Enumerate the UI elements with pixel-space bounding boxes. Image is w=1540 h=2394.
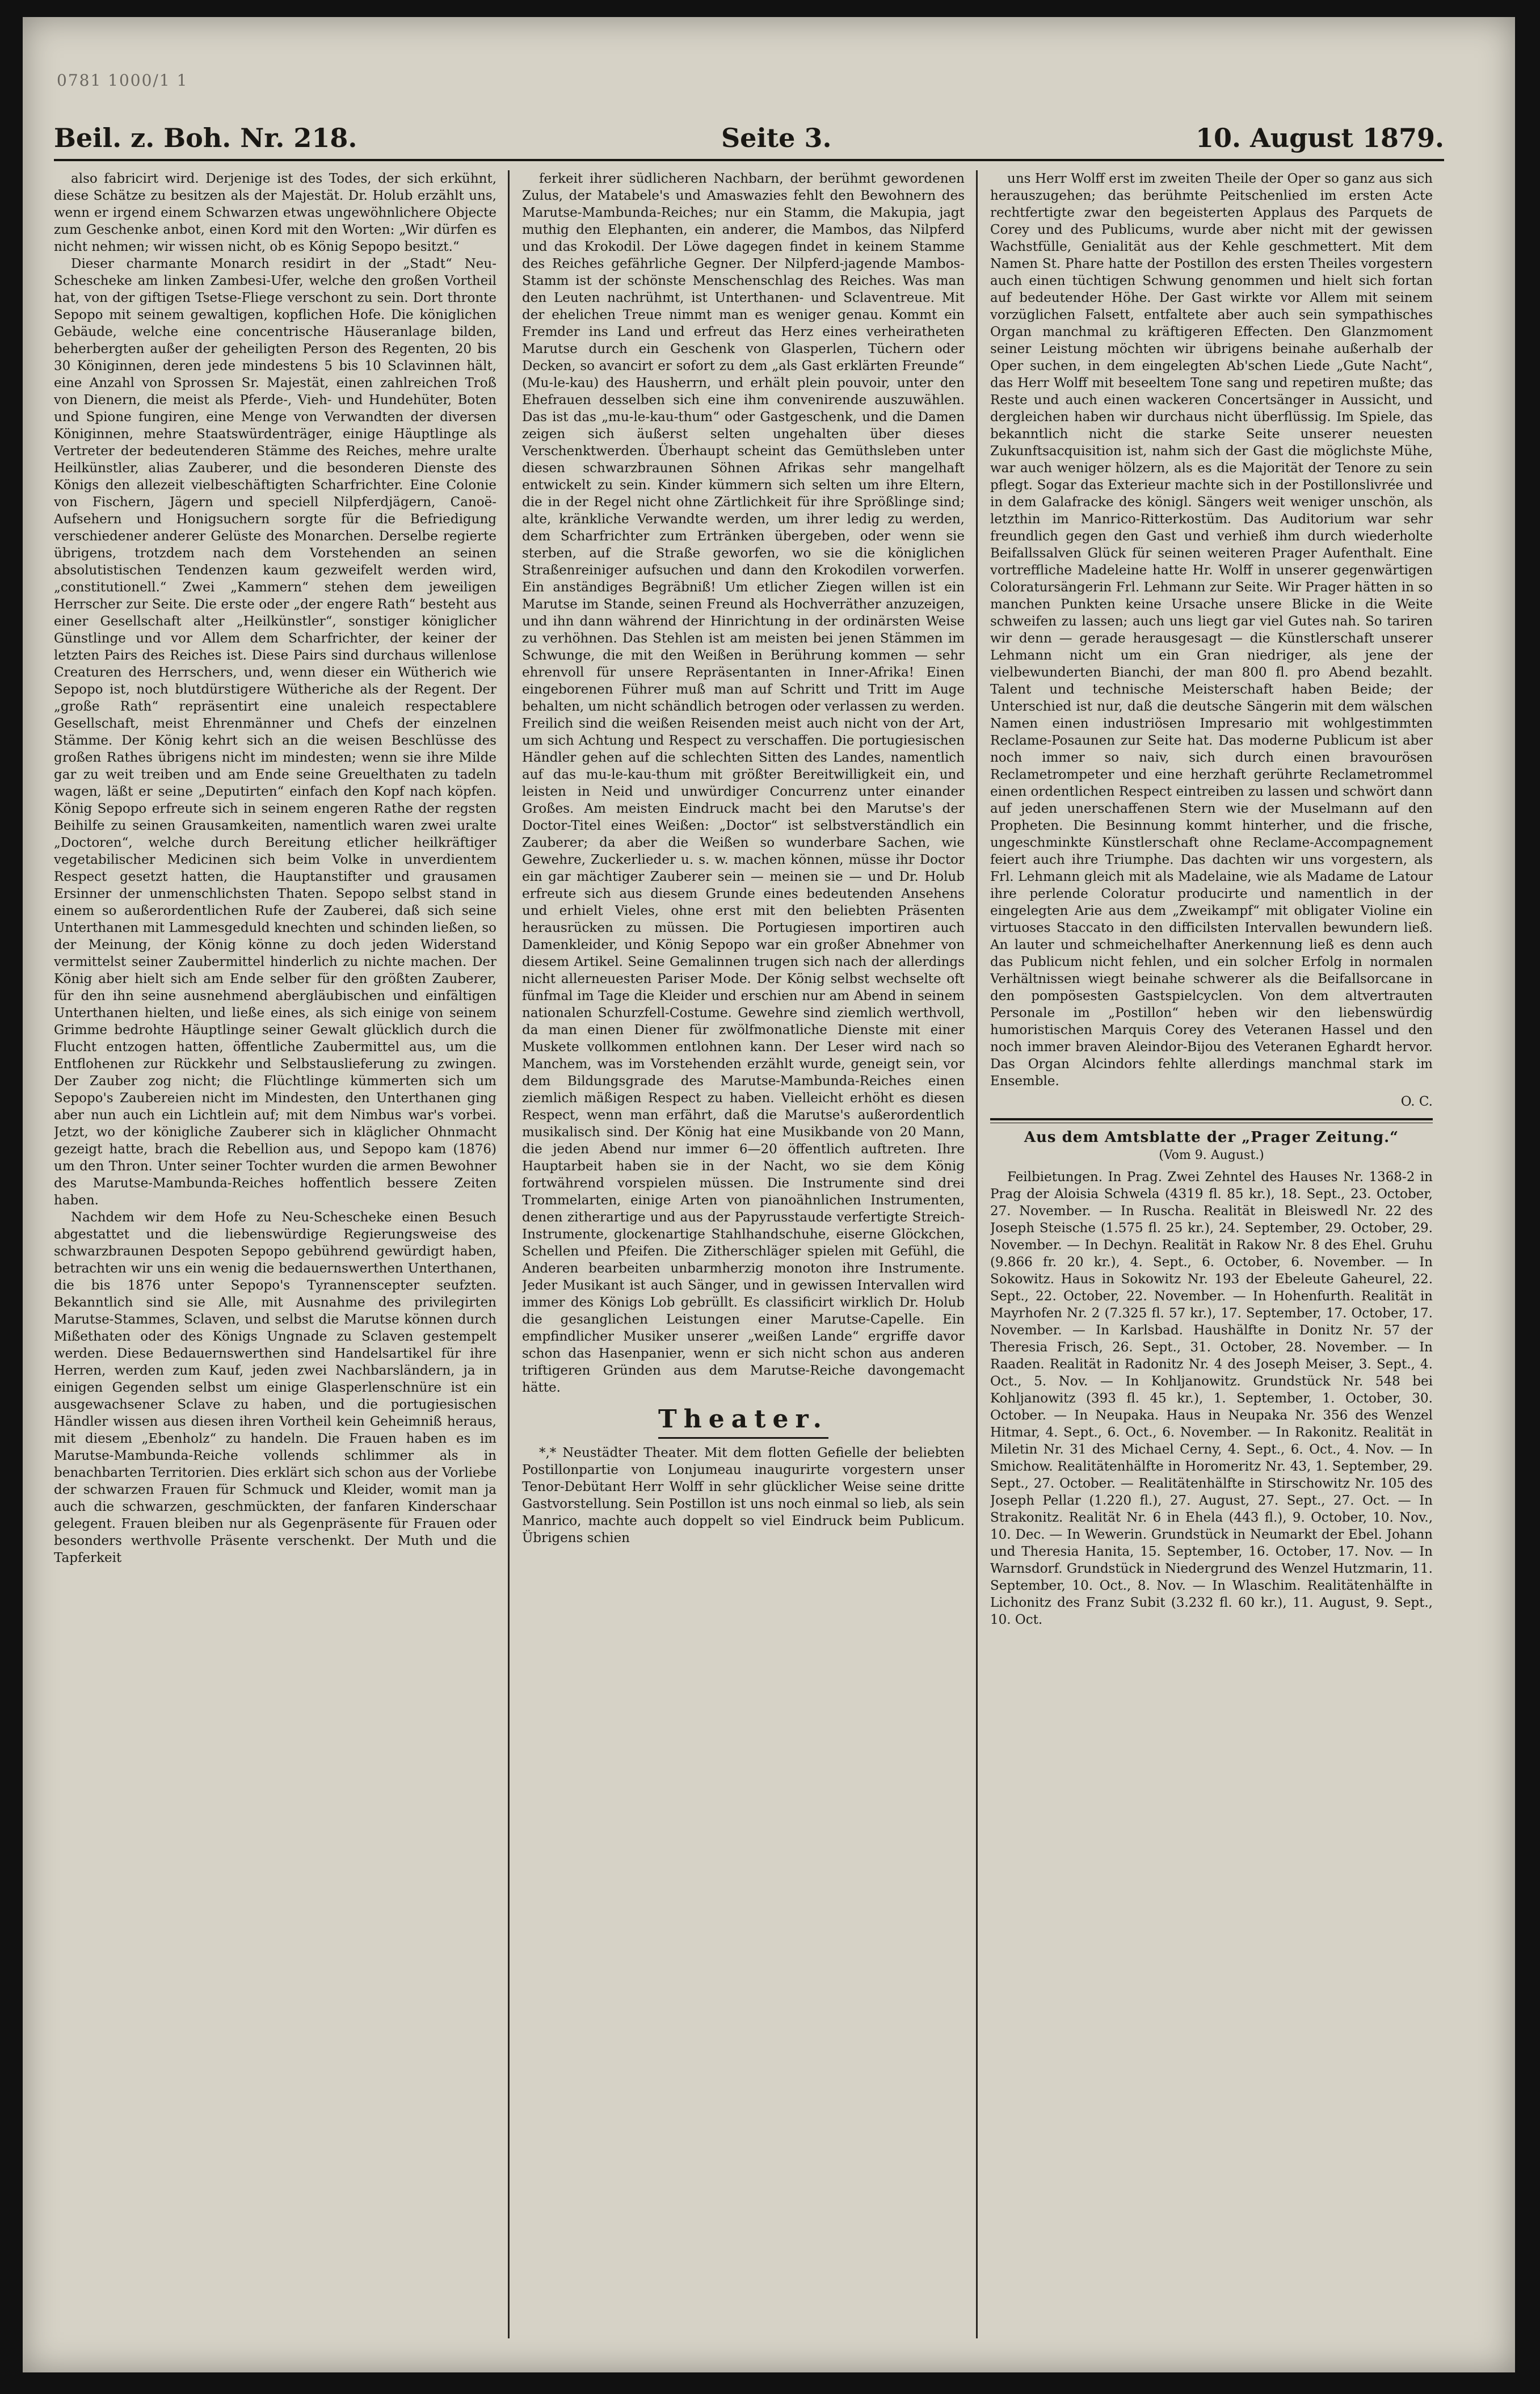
- amtsblatt-title: Aus dem Amtsblatte der „Prager Zeitung.“: [1024, 1129, 1399, 1146]
- amtsblatt-date: (Vom 9. August.): [1159, 1148, 1264, 1162]
- archive-stamp: 0781 1000/1 1: [57, 71, 188, 90]
- theater-paragraph: *,* Neustädter Theater. Mit dem flotten Gefielle der beliebten Postillonpartie von Lonjumeau inaugurirte vorgestern unser Tenor-Debütant Herr Wolff in sehr glücklicher Weise seine dritte Gastvorstellung. Sein Postillon ist uns noch einmal so lieb, als sein Manrico, machte auch doppelt so viel Eindruck beim Publicum. Übrigens schien: [522, 1446, 965, 1545]
- theater-heading: Theater.: [658, 1405, 828, 1434]
- col3-paragraph-1: uns Herr Wolff erst im zweiten Theile der Oper so ganz aus sich herauszugehen; das berühmte Peitschenlied im ersten Acte rechtfertigte zwar den begeisterten Applaus des Parquets de Corey und des Publicums, wurde aber nicht mit der gewissen Wachstfülle, Genialität aus der Kehle geschmettert. Mit dem Namen St. Phare hatte der Postillon des ersten Theiles vorgestern auch einen tüchtigen Schwung genommen und hielt sich fortan auf bedeutender Höhe. Der Gast wirkte vor Allem mit seinem vorzüglichen Falsett, entfaltete aber auch sein sympathisches Organ manchmal zu kräftigeren Effecten. Den Glanzmoment seiner Leistung möchten wir übrigens beinahe außerhalb der Oper suchen, in dem eingelegten Ab'schen Liede „Gute Nacht“, das Herr Wolff mit beseeltem Tone sang und repetiren mußte; das Reste und auch einen wackeren Concertsänger in Aussicht, und dergleichen haben wir durchaus nicht überflüssig. Im Spiele, das bekanntlich nicht die starke Seite unserer neuesten Zukunftsacquisition ist, nahm sich der Gast die möglichste Mühe, war auch weniger hölzern, als es die Majorität der Tenore zu sein pflegt. Sogar das Exterieur machte sich in der Postillonslivrée und in dem Galafracke des königl. Sängers weit weniger unschön, als letzthin im Manrico-Ritterkostüm. Das Auditorium war sehr freundlich gegen den Gast und verhieß ihm durch wiederholte Beifallssalven Glück für seinen weiteren Prager Aufenthalt. Eine vortreffliche Madeleine hatte Hr. Wolff in unserer gegenwärtigen Coloratursängerin Frl. Lehmann zur Seite. Wir Prager hätten in so manchen Punkten keine Ursache unsere Blicke in die Weite schweifen zu lassen; auch uns liegt gar viel Gutes nah. So tariren wir denn — gerade herausgesagt — die Künstlerschaft unserer Lehmann nicht um ein Gran niedriger, als jene der vielbewunderten Bianchi, der man 800 fl. pro Abend bezahlt. Talent und technische Meisterschaft haben Beide; der Unterschied ist nur, daß die deutsche Sängerin mit dem wälschen Namen einen industriösen Impresario mit wohlgestimmten Reclame-Posaunen zur Seite hat. Das moderne Publicum ist aber noch immer so naiv, sich durch einen bravourösen Reclametrompeter und eine herzhaft gerührte Reclametrommel einen ordentlichen Respect eintreiben zu lassen und schwört dann auf jeden unerschaffenen Stern wie der Muselmann auf den Propheten. Die Besinnung kommt hinterher, und die frische, ungeschminkte Künstlerschaft ohne Reclame-Accompagnement feiert auch ihre Triumphe. Das dachten wir uns vorgestern, als Frl. Lehmann gleich mit als Madelaine, wie als Madame de Latour ihre perlende Coloratur producirte und namentlich in der eingelegten Arie aus dem „Zweikampf“ mit obligater Violine ein virtuoses Staccato in den difficilsten Intervallen bewundern ließ. An lauter und schmeichelhafter Anerkennung ließ es denn auch das Publicum nicht fehlen, und ein solcher Erfolg in normalen Verhältnissen wiegt beinahe schwerer als die Beifallsorcane in den pompösesten Gastspielcyclen. Von dem altvertrauten Personale im „Postillon“ heben wir den liebenswürdig humoristischen Marquis Corey des Veteranen Hassel und den noch immer braven Aleindor-Bijou des Veteranen Eghardt hervor. Das Organ Alcindors fehlte allerdings manchmal stark im Ensemble.: [990, 171, 1433, 1089]
- column-rule-2: [976, 170, 978, 2338]
- newspaper-page: [23, 17, 1515, 2372]
- header-page-number: Seite 3.: [721, 123, 832, 153]
- col1-paragraph-2: Dieser charmante Monarch residirt in der „Stadt“ Neu-Schescheke am linken Zambesi-Ufer, welche den großen Vortheil hat, von der giftigen Tsetse-Fliege verschont zu sein. Dort thronte Sepopo mit seinem gewaltigen, kopflichen Hofe. Die königlichen Gebäude, welche eine concentrische Häuseranlage bilden, beherbergten außer der geheiligten Person des Regenten, 20 bis 30 Königinnen, deren jede mindestens 5 bis 10 Sclavinnen hält, eine Anzahl von Sprossen Sr. Majestät, einen zahlreichen Troß von Dienern, die meist als Pferde-, Vieh- und Hundehüter, Boten und Spione fungiren, eine Menge von Verwandten der diversen Königinnen, mehre Staatswürdenträger, einige Häuptlinge als Vertreter der bedeutenderen Stämme des Reiches, mehre uralte Heilkünstler, alias Zauberer, und die besonderen Dienste des Königs den allezeit vielbeschäftigten Scharfrichter. Eine Colonie von Fischern, Jägern und speciell Nilpferdjägern, Canoë-Aufsehern und Honigsuchern sorgte für die Befriedigung verschiedener anderer Gelüste des Monarchen. Derselbe regierte übrigens, trotzdem nach dem Vorstehenden an seinen absolutistischen Tendenzen kaum gezweifelt werden wird, „constitutionell.“ Zwei „Kammern“ stehen dem jeweiligen Herrscher zur Seite. Die erste oder „der engere Rath“ besteht aus einer Gesellschaft alter „Heilkünstler“, sonstiger königlicher Günstlinge und vor Allem dem Scharfrichter, der keiner der letzten Pairs des Reiches ist. Diese Pairs sind durchaus willenlose Creaturen des Herrschers, und, wenn dieser ein Wütherich wie Sepopo ist, noch blutdürstigere Wütheriche als der Regent. Der „große Rath“ repräsentirt eine unaleich respectablere Gesellschaft, meist Ehrenmänner und Chefs der einzelnen Stämme. Der König kehrt sich an die weisen Beschlüsse des großen Rathes übrigens nicht im mindesten; wenn sie ihre Milde gar zu weit treiben und am Ende seine Greuelthaten zu tadeln wagen, läßt er seine „Deputirten“ einfach den Kopf nach köpfen. König Sepopo erfreute sich in seinem engeren Rathe der regsten Beihilfe zu seinen Grausamkeiten, namentlich waren zwei uralte „Doctoren“, welche durch Bereitung etlicher heilkräftiger vegetabilischer Medicinen sich beim Volke in unverdientem Respect gesetzt hatten, die Hauptanstifter und grausamen Ersinner der unmenschlichsten Thaten. Sepopo selbst stand in einem so außerordentlichen Rufe der Zauberei, daß sich seine Unterthanen mit Lammesgeduld knechten und schinden ließen, so der Meinung, der König könne zu doch jeden Widerstand vermittelst seiner Zaubermittel hinderlich zu nichte machen. Der König aber hielt sich am Ende selber für den größten Zauberer, für den ihn seine ausnehmend abergläubischen und einfältigen Unterthanen hielten, und ließe eines, als sich einige von seinem Grimme bedrohte Häuptlinge seiner Gewalt glücklich durch die Flucht entzogen hatten, öffentliche Zaubermittel aus, um die Entflohenen zur Rückkehr und Selbstauslieferung zu zwingen. Der Zauber zog nicht; die Flüchtlinge kümmerten sich um Sepopo's Zaubereien nicht im Mindesten, den Unterthanen ging aber nun auch ein Lichtlein auf; mit dem Nimbus war's vorbei. Jetzt, wo der königliche Zauberer sich in kläglicher Ohnmacht gezeigt hatte, brach die Rebellion aus, und Sepopo kam (1876) um den Thron. Unter seiner Tochter wurden die armen Bewohner des Marutse-Mambunda-Reiches hoffentlich bessere Zeiten haben.: [54, 257, 496, 1208]
- column-1: [54, 170, 496, 2338]
- column-rule-1: [508, 170, 510, 2338]
- header-date: 10. August 1879.: [1195, 123, 1444, 153]
- page-header: [54, 79, 1444, 161]
- header-issue: Beil. z. Boh. Nr. 218.: [54, 123, 357, 153]
- section-divider: [990, 1118, 1433, 1123]
- col1-paragraph-3: Nachdem wir dem Hofe zu Neu-Schescheke einen Besuch abgestattet und die liebenswürdige Regierungsweise des schwarzbraunen Despoten Sepopo gebührend gewürdigt haben, betrachten wir uns ein wenig die bedauernswerthen Unterthanen, die bis 1876 unter Sepopo's Tyrannenscepter seufzten. Bekanntlich sind sie Alle, mit Ausnahme des privilegirten Marutse-Stammes, Sclaven, und selbst die Marutse können durch Mißethaten oder des Königs Ungnade zu Sclaven gestempelt werden. Diese Bedauernswerthen sind Handelsartikel für ihre Herren, werden zum Kauf, jeden zwei Nachbarsländern, ja in einigen Gegenden selbst um einige Glasperlenschnüre ist ein ausgewachsener Sclave zu haben, und die portugiesischen Händler wissen aus diesen ihren Vortheil kein Geheimniß heraus, mit diesem „Ebenholz“ zu handeln. Die Frauen haben es im Marutse-Mambunda-Reiche vollends schlimmer als in benachbarten Territorien. Dies erklärt sich schon aus der Vorliebe der schwarzen Frauen für Schmuck und Kleider, womit man ja auch die schwarzen, geschmückten, der fanfaren Kinderschaar gelegent. Frauen bleiben nur als Gegenpräsente für Frauen oder besonders werthvolle Präsente verschenkt. Der Muth und die Tapferkeit: [54, 1210, 496, 1565]
- col2-paragraph-1: ferkeit ihrer südlicheren Nachbarn, der berühmt gewordenen Zulus, der Matabele's und Amaswazies fehlt den Bewohnern des Marutse-Mambunda-Reiches; nur ein Stamm, die Makupia, jagt muthig den Elephanten, ein anderer, die Mambos, das Nilpferd und das Krokodil. Der Löwe dagegen findet in keinem Stamme des Reiches gefährliche Gegner. Der Nilpferd-jagende Mambos-Stamm ist der schönste Menschenschlag des Reiches. Was man den Leuten nachrühmt, ist Unterthanen- und Sclaventreue. Mit der ehelichen Treue nimmt man es weniger genau. Kommt ein Fremder ins Land und erfreut das Herz eines verheiratheten Marutse durch ein Geschenk von Glasperlen, Tüchern oder Decken, so avancirt er sofort zu dem „als Gast erklärten Freunde“ (Mu-le-kau) des Hausherrn, und erhält plein pouvoir, unter den Ehefrauen desselben sich eine ihm convenirende auszuwählen. Das ist das „mu-le-kau-thum“ oder Gastgeschenk, und die Damen zeigen sich äußerst selten ungehalten über dieses Verschenktwerden. Überhaupt scheint das Gemüthsleben unter diesen schwarzbraunen Söhnen Afrikas sehr mangelhaft entwickelt zu sein. Kinder kümmern sich selten um ihre Eltern, die in der Regel nicht ohne Zärtlichkeit für ihre Sprößlinge sind; alte, kränkliche Verwandte werden, um ihrer ledig zu werden, dem Scharfrichter zum Ertränken übergeben, oder wenn sie sterben, auf die Straße geworfen, wo sie die königlichen Straßenreiniger aufsuchen und dann den Krokodilen vorwerfen. Ein anständiges Begräbniß! Um etlicher Ziegen willen ist ein Marutse im Stande, seinen Freund als Hochverräther anzuzeigen, und ihn dann während der Hinrichtung in der ordinärsten Weise zu verhöhnen. Das Stehlen ist am meisten bei jenen Stämmen im Schwunge, die mit den Weißen in Berührung kommen — sehr ehrenvoll für unsere Repräsentanten in Inner-Afrika! Einen eingeborenen Führer muß man auf Schritt und Tritt im Auge behalten, um nicht schändlich betrogen oder verlassen zu werden. Freilich sind die weißen Reisenden meist auch nicht von der Art, um sich Achtung und Respect zu verschaffen. Die portugiesischen Händler gehen auf die schlechten Sitten des Landes, namentlich auf das mu-le-kau-thum mit größter Bereitwilligkeit ein, und leisten in Neid und unwürdiger Concurrenz unter einander Großes. Am meisten Eindruck macht bei den Marutse's der Doctor-Titel eines Weißen: „Doctor“ ist selbstverständlich ein Zauberer; da aber die Weißen so wunderbare Sachen, wie Gewehre, Zuckerlieder u. s. w. machen können, müsse ihr Doctor ein gar mächtiger Zauberer sein — meinen sie — und Dr. Holub erfreute sich aus diesem Grunde eines bedeutenden Ansehens und erhielt Vieles, ohne erst mit den beliebten Präsenten herausrücken zu müssen. Die Portugiesen importiren auch Damenkleider, und König Sepopo war ein großer Abnehmer von diesem Artikel. Seine Gemalinnen trugen sich nach der allerdings nicht allerneuesten Pariser Mode. Der König selbst wechselte oft fünfmal im Tage die Kleider und erschien nur am Abend in seinem nationalen Schurzfell-Costume. Gewehre sind ziemlich werthvoll, da man einen Diener für zwölfmonatliche Dienste mit einer Muskete vollkommen entlohnen kann. Der Leser wird nach so Manchem, was im Vorstehenden erzählt wurde, geneigt sein, vor dem Bildungsgrade des Marutse-Mambunda-Reiches einen ziemlich mäßigen Respect zu haben. Vielleicht erhöht es diesen Respect, wenn man erfährt, daß die Marutse's außerordentlich musikalisch sind. Der König hat eine Musikbande von 20 Mann, die jeden Abend nur immer 6—20 öffentlich auftreten. Ihre Hauptarbeit haben sie in der Nacht, wo sie dem König fortwährend vorspielen müssen. Die Instrumente sind drei Trommelarten, einige Arten von pianoähnlichen Instrumenten, denen zitherartige und aus der Papyrusstaude verfertigte Streich-Instrumente, glockenartige Stahlhandschuhe, eiserne Glöckchen, Schellen und Pfeifen. Die Zitherschläger spielen mit Gefühl, die Anderen bearbeiten unbarmherzig monoton ihre Instrumente. Jeder Musikant ist auch Sänger, und in gewissen Intervallen wird immer des Königs Lob gebrüllt. Es classificirt wirklich Dr. Holub die gesanglichen Leistungen einer Marutse-Capelle. Ein empfindlicher Musiker unserer „weißen Lande“ ergriffe davor schon das Hasenpanier, wenn er sich nicht schon aus anderen triftigeren Gründen aus dem Marutse-Reiche davongemacht hätte.: [522, 171, 965, 1395]
- review-signature: O. C.: [1400, 1094, 1433, 1109]
- column-2: [522, 170, 965, 2338]
- amtsblatt-paragraph: Feilbietungen. In Prag. Zwei Zehntel des Hauses Nr. 1368-2 in Prag der Aloisia Schwela (4319 fl. 85 kr.), 18. Sept., 23. October, 27. November. — In Ruscha. Realität in Bleiswedl Nr. 22 des Joseph Steische (1.575 fl. 25 kr.), 24. September, 29. October, 29. November. — In Dechyn. Realität in Rakow Nr. 8 des Ehel. Gruhu (9.866 fr. 20 kr.), 4. Sept., 6. October, 6. November. — In Sokowitz. Haus in Sokowitz Nr. 193 der Ebeleute Gaheurel, 22. Sept., 22. October, 22. November. — In Hohenfurth. Realität in Mayrhofen Nr. 2 (7.325 fl. 57 kr.), 17. September, 17. October, 17. November. — In Karlsbad. Haushälfte in Donitz Nr. 57 der Theresia Frisch, 26. Sept., 31. October, 28. November. — In Raaden. Realität in Radonitz Nr. 4 des Joseph Meiser, 3. Sept., 4. Oct., 5. Nov. — In Kohljanowitz. Grundstück Nr. 548 bei Kohljanowitz (393 fl. 45 kr.), 1. September, 1. October, 30. October. — In Neupaka. Haus in Neupaka Nr. 356 des Wenzel Hitmar, 4. Sept., 6. Oct., 6. November. — In Rakonitz. Realität in Miletin Nr. 31 des Michael Cerny, 4. Sept., 6. Oct., 4. Nov. — In Smichow. Realitätenhälfte in Horomeritz Nr. 43, 1. September, 29. Sept., 27. October. — Realitätenhälfte in Stirschowitz Nr. 105 des Joseph Pellar (1.220 fl.), 27. August, 27. Sept., 27. Oct. — In Strakonitz. Realität Nr. 6 in Ehela (443 fl.), 9. October, 10. Nov., 10. Dec. — In Wewerin. Grundstück in Neumarkt der Ebel. Johann und Theresia Hanita, 15. September, 16. October, 17. Nov. — In Warnsdorf. Grundstück in Niedergrund des Wenzel Hutzmarin, 11. September, 10. Oct., 8. Nov. — In Wlaschim. Realitätenhälfte in Lichonitz des Franz Subit (3.232 fl. 60 kr.), 11. August, 9. Sept., 10. Oct.: [990, 1170, 1433, 1627]
- theater-divider: [658, 1437, 828, 1439]
- col1-paragraph-1: also fabricirt wird. Derjenige ist des Todes, der sich erkühnt, diese Schätze zu besitzen als der Majestät. Dr. Holub erzählt uns, wenn er irgend einem Schwarzen etwas ungewöhnlichere Objecte zum Geschenke anbot, einen Kord mit den Worten: „Wir dürfen es nicht nehmen; wir wissen nicht, ob es König Sepopo besitzt.“: [54, 171, 496, 254]
- column-3: [990, 170, 1433, 2338]
